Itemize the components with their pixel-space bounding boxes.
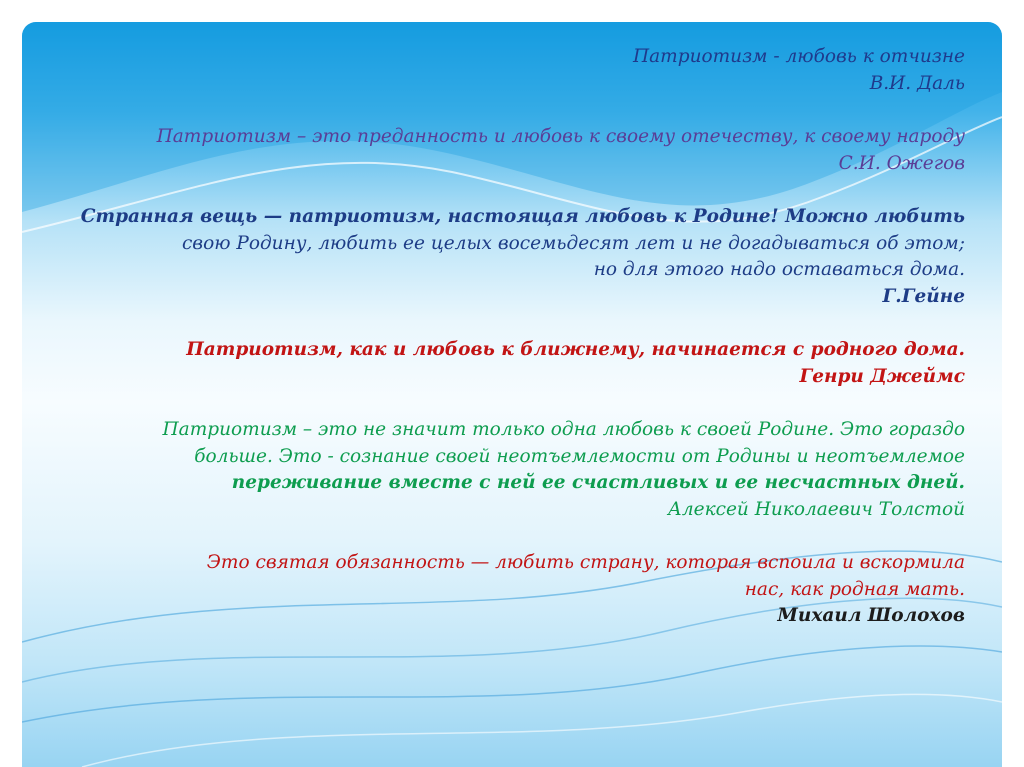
slide (22, 22, 1002, 767)
quote-author: С.И. Ожегов (838, 152, 965, 174)
quote-sholokhov (60, 550, 965, 630)
wave-line-3 (22, 646, 1002, 722)
quote-author: В.И. Даль (869, 72, 965, 94)
quote-text-line: свою Родину, любить ее целых восемьдесят лет и не догадываться об этом; (181, 232, 965, 254)
quote-text-line: Это святая обязанность — любить страну, которая вспоила и вскормила (206, 552, 965, 573)
quote-text-line: Патриотизм – это не значит только одна любовь к своей Родине. Это гораздо (162, 419, 965, 440)
quote-author: Г.Гейне (882, 285, 965, 307)
quote-text-line: Странная вещь — патриотизм, настоящая любовь к Родине! Можно любить (80, 206, 965, 227)
wave-line-4 (82, 694, 1002, 767)
quote-text-line: нас, как родная мать. (744, 578, 965, 600)
quote-text: Патриотизм – это преданность и любовь к своему отечеству, к своему народу (156, 126, 965, 147)
quote-text: Патриотизм, как и любовь к ближнему, начинается с родного дома. (186, 339, 965, 360)
quotes-block (60, 44, 965, 657)
quote-text: Патриотизм - любовь к отчизне (633, 46, 965, 67)
quote-heine (60, 204, 965, 310)
quote-author: Генри Джеймс (799, 365, 965, 387)
quote-text-line: но для этого надо оставаться дома. (593, 259, 965, 280)
quote-tolstoy (60, 417, 965, 523)
quote-dal (60, 44, 965, 97)
quote-text-line: больше. Это - сознание своей неотъемлемости от Родины и неотъемлемое (194, 445, 965, 467)
quote-author: Алексей Николаевич Толстой (667, 498, 965, 520)
quote-text-line: переживание вместе с ней ее счастливых и ее несчастных дней. (231, 472, 965, 493)
quote-ozhegov (60, 124, 965, 177)
quote-james (60, 337, 965, 390)
quote-author: Михаил Шолохов (777, 605, 965, 626)
